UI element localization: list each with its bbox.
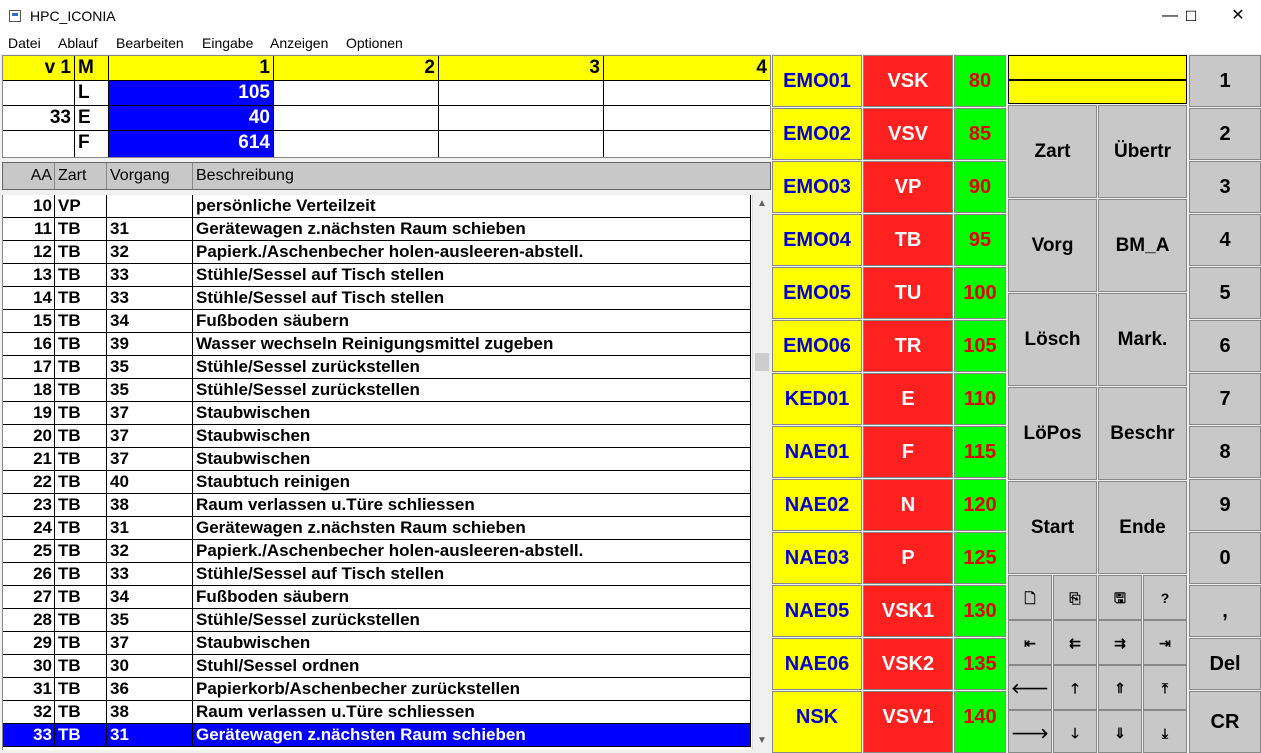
- cell-vorgang: 38: [107, 494, 193, 517]
- up-icon[interactable]: 🡑: [1053, 665, 1097, 710]
- cell-zart: TB: [55, 218, 107, 241]
- cell-aa: 16: [3, 333, 55, 356]
- numpad-key[interactable]: 3: [1189, 161, 1261, 213]
- code-green-button[interactable]: 105: [954, 320, 1006, 372]
- code-red-button[interactable]: TB: [863, 214, 953, 266]
- numpad-key[interactable]: 5: [1189, 267, 1261, 319]
- count-cell: 33: [3, 106, 75, 131]
- code-green-button[interactable]: 120: [954, 479, 1006, 531]
- code-red-button[interactable]: VSK2: [863, 638, 953, 690]
- menu-bearbeiten[interactable]: Bearbeiten: [116, 35, 184, 51]
- list-header-aa[interactable]: AA: [3, 163, 55, 189]
- cell-aa: 22: [3, 471, 55, 494]
- cell-vorgang: 40: [107, 471, 193, 494]
- table-row[interactable]: [3, 632, 753, 655]
- cell-aa: 33: [3, 724, 55, 747]
- cell-beschreibung: Stuhl/Sessel ordnen: [193, 655, 751, 678]
- cell-vorgang: 33: [107, 264, 193, 287]
- cell-beschreibung: Stühle/Sessel auf Tisch stellen: [193, 287, 751, 310]
- code-red-button[interactable]: VP: [863, 161, 953, 213]
- code-yellow-button[interactable]: EMO05: [772, 267, 862, 319]
- code-red-button[interactable]: TR: [863, 320, 953, 372]
- code-yellow-button[interactable]: EMO06: [772, 320, 862, 372]
- cell-zart: TB: [55, 678, 107, 701]
- numpad-key[interactable]: 2: [1189, 108, 1261, 160]
- cell-zart: TB: [55, 540, 107, 563]
- cell-beschreibung: Papierk./Aschenbecher holen-ausleeren-abstell.: [193, 540, 751, 563]
- code-red-button[interactable]: VSK1: [863, 585, 953, 637]
- list-header-vorgang[interactable]: Vorgang: [107, 163, 193, 189]
- table-row[interactable]: [3, 287, 753, 310]
- code-yellow-button[interactable]: NAE05: [772, 585, 862, 637]
- cell-zart: TB: [55, 425, 107, 448]
- code-red-button[interactable]: N: [863, 479, 953, 531]
- numpad-key[interactable]: ,: [1189, 585, 1261, 637]
- table-row[interactable]: [3, 333, 753, 356]
- numpad-key[interactable]: Del: [1189, 638, 1261, 690]
- table-row[interactable]: [3, 494, 753, 517]
- code-green-button[interactable]: 110: [954, 373, 1006, 425]
- code-green-button[interactable]: 135: [954, 638, 1006, 690]
- cell-beschreibung: Staubtuch reinigen: [193, 471, 751, 494]
- value-e-3[interactable]: [439, 106, 604, 131]
- cell-zart: TB: [55, 402, 107, 425]
- cell-vorgang: 33: [107, 563, 193, 586]
- numpad-key[interactable]: 4: [1189, 214, 1261, 266]
- cell-zart: TB: [55, 563, 107, 586]
- cell-vorgang: 31: [107, 724, 193, 747]
- code-red-button[interactable]: VSV1: [863, 691, 953, 753]
- code-yellow-button[interactable]: NAE06: [772, 638, 862, 690]
- cell-vorgang: 37: [107, 402, 193, 425]
- function-button[interactable]: Lösch: [1008, 293, 1097, 386]
- cell-aa: 15: [3, 310, 55, 333]
- cell-beschreibung: Staubwischen: [193, 448, 751, 471]
- cell-beschreibung: Raum verlassen u.Türe schliessen: [193, 701, 751, 724]
- cell-beschreibung: Stühle/Sessel auf Tisch stellen: [193, 264, 751, 287]
- cell-aa: 12: [3, 241, 55, 264]
- activity-list[interactable]: [2, 195, 752, 750]
- cell-vorgang: 32: [107, 540, 193, 563]
- value-l-4[interactable]: [604, 81, 770, 106]
- cell-aa: 20: [3, 425, 55, 448]
- m-label-e: E: [75, 106, 109, 131]
- cell-vorgang: 38: [107, 701, 193, 724]
- first-icon[interactable]: ⇤: [1008, 620, 1052, 665]
- table-row[interactable]: [3, 264, 753, 287]
- table-row[interactable]: [3, 678, 753, 701]
- scroll-down-icon[interactable]: ▼: [757, 735, 767, 746]
- value-f-1[interactable]: 614: [109, 131, 274, 157]
- code-yellow-button[interactable]: NSK: [772, 691, 862, 753]
- code-green-button[interactable]: 95: [954, 214, 1006, 266]
- code-yellow-button[interactable]: NAE01: [772, 426, 862, 478]
- window-title: HPC_ICONIA: [30, 8, 116, 24]
- code-green-button[interactable]: 115: [954, 426, 1006, 478]
- numpad-key[interactable]: 7: [1189, 373, 1261, 425]
- cell-vorgang: 34: [107, 586, 193, 609]
- code-yellow-button[interactable]: NAE02: [772, 479, 862, 531]
- col-header-3[interactable]: 3: [439, 56, 604, 81]
- cell-beschreibung: Stühle/Sessel zurückstellen: [193, 609, 751, 632]
- save-icon[interactable]: 🖫: [1098, 575, 1142, 620]
- new-doc-icon[interactable]: 🗋: [1008, 575, 1052, 620]
- table-row[interactable]: [3, 402, 753, 425]
- cell-aa: 25: [3, 540, 55, 563]
- cell-beschreibung: Staubwischen: [193, 402, 751, 425]
- cell-aa: 32: [3, 701, 55, 724]
- header-grid: [2, 55, 771, 158]
- table-row[interactable]: [3, 218, 753, 241]
- cell-vorgang: 37: [107, 425, 193, 448]
- cell-beschreibung: Papierkorb/Aschenbecher zurückstellen: [193, 678, 751, 701]
- cell-zart: TB: [55, 609, 107, 632]
- col-header-4[interactable]: 4: [604, 56, 770, 81]
- cell-aa: 10: [3, 195, 55, 218]
- cell-vorgang: 36: [107, 678, 193, 701]
- scroll-up-icon[interactable]: ▲: [757, 198, 767, 209]
- cell-vorgang: 31: [107, 218, 193, 241]
- cell-vorgang: 34: [107, 310, 193, 333]
- menu-datei[interactable]: Datei: [8, 35, 41, 51]
- numpad-key[interactable]: 8: [1189, 426, 1261, 478]
- table-row[interactable]: [3, 540, 753, 563]
- bottom-icon[interactable]: ⤓: [1143, 710, 1187, 753]
- cell-vorgang: 37: [107, 448, 193, 471]
- cell-vorgang: 30: [107, 655, 193, 678]
- last-icon[interactable]: ⇥: [1143, 620, 1187, 665]
- down-fast-icon[interactable]: ⇓: [1098, 710, 1142, 753]
- code-yellow-button[interactable]: EMO04: [772, 214, 862, 266]
- cell-aa: 24: [3, 517, 55, 540]
- code-yellow-button[interactable]: EMO02: [772, 108, 862, 160]
- table-row[interactable]: [3, 425, 753, 448]
- table-row[interactable]: [3, 517, 753, 540]
- code-green-button[interactable]: 90: [954, 161, 1006, 213]
- prev-page-icon[interactable]: ⇇: [1053, 620, 1097, 665]
- menu-bar: [0, 32, 1261, 54]
- row-label-cell: [3, 81, 75, 106]
- menu-optionen[interactable]: Optionen: [346, 35, 403, 51]
- code-yellow-button[interactable]: KED01: [772, 373, 862, 425]
- col-header-2[interactable]: 2: [274, 56, 439, 81]
- numpad-key[interactable]: 0: [1189, 532, 1261, 584]
- code-red-button[interactable]: VSV: [863, 108, 953, 160]
- up-fast-icon[interactable]: ⇑: [1098, 665, 1142, 710]
- cell-aa: 31: [3, 678, 55, 701]
- cell-beschreibung: Staubwischen: [193, 632, 751, 655]
- cell-beschreibung: Gerätewagen z.nächsten Raum schieben: [193, 218, 751, 241]
- cell-zart: TB: [55, 471, 107, 494]
- cell-zart: TB: [55, 724, 107, 747]
- cell-beschreibung: Raum verlassen u.Türe schliessen: [193, 494, 751, 517]
- cell-zart: TB: [55, 448, 107, 471]
- input-display-top[interactable]: [1008, 55, 1187, 80]
- code-red-button[interactable]: VSK: [863, 55, 953, 107]
- cell-beschreibung: Wasser wechseln Reinigungsmittel zugeben: [193, 333, 751, 356]
- value-l-1[interactable]: 105: [109, 81, 274, 106]
- function-button[interactable]: Zart: [1008, 105, 1097, 198]
- cell-aa: 17: [3, 356, 55, 379]
- cell-aa: 28: [3, 609, 55, 632]
- cell-vorgang: [107, 195, 193, 218]
- table-row[interactable]: [3, 563, 753, 586]
- copy-doc-icon[interactable]: ⎘: [1053, 575, 1097, 620]
- function-button[interactable]: Mark.: [1098, 293, 1187, 386]
- function-button[interactable]: Ende: [1098, 481, 1187, 574]
- down-icon[interactable]: 🡓: [1053, 710, 1097, 753]
- cell-vorgang: 35: [107, 356, 193, 379]
- value-e-4[interactable]: [604, 106, 770, 131]
- function-button[interactable]: Übertr: [1098, 105, 1187, 198]
- top-icon[interactable]: ⤒: [1143, 665, 1187, 710]
- cell-vorgang: 35: [107, 379, 193, 402]
- value-f-3[interactable]: [439, 131, 604, 157]
- value-f-2[interactable]: [274, 131, 439, 157]
- code-red-button[interactable]: E: [863, 373, 953, 425]
- right-icon[interactable]: 🡒: [1008, 710, 1052, 753]
- code-yellow-button[interactable]: EMO03: [772, 161, 862, 213]
- table-row[interactable]: [3, 655, 753, 678]
- cell-zart: TB: [55, 241, 107, 264]
- table-row[interactable]: [3, 586, 753, 609]
- cell-beschreibung: Stühle/Sessel auf Tisch stellen: [193, 563, 751, 586]
- empty-cell: [3, 131, 75, 157]
- value-e-2[interactable]: [274, 106, 439, 131]
- table-row[interactable]: [3, 471, 753, 494]
- value-l-2[interactable]: [274, 81, 439, 106]
- code-green-button[interactable]: 85: [954, 108, 1006, 160]
- table-row[interactable]: [3, 241, 753, 264]
- m-label-f: F: [75, 131, 109, 157]
- cell-aa: 30: [3, 655, 55, 678]
- cell-beschreibung: persönliche Verteilzeit: [193, 195, 751, 218]
- code-yellow-button[interactable]: EMO01: [772, 55, 862, 107]
- table-row[interactable]: [3, 310, 753, 333]
- cell-zart: TB: [55, 356, 107, 379]
- app-icon: [9, 10, 21, 22]
- cell-zart: TB: [55, 379, 107, 402]
- cell-aa: 21: [3, 448, 55, 471]
- code-green-button[interactable]: 125: [954, 532, 1006, 584]
- cell-aa: 18: [3, 379, 55, 402]
- code-yellow-button[interactable]: NAE03: [772, 532, 862, 584]
- cell-vorgang: 33: [107, 287, 193, 310]
- menu-anzeigen[interactable]: Anzeigen: [270, 35, 329, 51]
- table-row[interactable]: [3, 448, 753, 471]
- cell-beschreibung: Stühle/Sessel zurückstellen: [193, 356, 751, 379]
- version-cell: v 1: [3, 56, 75, 81]
- cell-aa: 19: [3, 402, 55, 425]
- value-f-4[interactable]: [604, 131, 770, 157]
- help-button[interactable]: ?: [1143, 575, 1187, 620]
- cell-aa: 14: [3, 287, 55, 310]
- menu-ablauf[interactable]: Ablauf: [58, 35, 98, 51]
- value-l-3[interactable]: [439, 81, 604, 106]
- cell-zart: TB: [55, 701, 107, 724]
- cell-aa: 27: [3, 586, 55, 609]
- numpad-key[interactable]: 6: [1189, 320, 1261, 372]
- code-green-button[interactable]: 130: [954, 585, 1006, 637]
- function-button[interactable]: Vorg: [1008, 199, 1097, 292]
- col-header-1[interactable]: 1: [109, 56, 274, 81]
- close-button[interactable]: ✕: [1231, 7, 1245, 24]
- function-button[interactable]: Start: [1008, 481, 1097, 574]
- table-row[interactable]: [3, 724, 753, 747]
- cell-vorgang: 37: [107, 632, 193, 655]
- cell-beschreibung: Fußboden säubern: [193, 586, 751, 609]
- cell-zart: TB: [55, 287, 107, 310]
- numpad-key[interactable]: 9: [1189, 479, 1261, 531]
- cell-zart: TB: [55, 333, 107, 356]
- table-row[interactable]: [3, 701, 753, 724]
- table-row[interactable]: [3, 356, 753, 379]
- cell-vorgang: 32: [107, 241, 193, 264]
- function-button[interactable]: BM_A: [1098, 199, 1187, 292]
- cell-beschreibung: Papierk./Aschenbecher holen-ausleeren-abstell.: [193, 241, 751, 264]
- function-button[interactable]: LöPos: [1008, 387, 1097, 480]
- cell-vorgang: 39: [107, 333, 193, 356]
- input-display-bottom[interactable]: [1008, 80, 1187, 104]
- cell-vorgang: 35: [107, 609, 193, 632]
- code-green-button[interactable]: 80: [954, 55, 1006, 107]
- code-red-button[interactable]: F: [863, 426, 953, 478]
- list-header-zart[interactable]: Zart: [55, 163, 107, 189]
- code-red-button[interactable]: TU: [863, 267, 953, 319]
- cell-zart: VP: [55, 195, 107, 218]
- value-e-1[interactable]: 40: [109, 106, 274, 131]
- table-row[interactable]: [3, 609, 753, 632]
- code-green-button[interactable]: 100: [954, 267, 1006, 319]
- function-button[interactable]: Beschr: [1098, 387, 1187, 480]
- cell-aa: 23: [3, 494, 55, 517]
- title-bar: [0, 0, 1261, 32]
- table-row[interactable]: [3, 379, 753, 402]
- m-header: M: [75, 56, 109, 81]
- cell-zart: TB: [55, 494, 107, 517]
- cell-beschreibung: Gerätewagen z.nächsten Raum schieben: [193, 724, 751, 747]
- cell-zart: TB: [55, 655, 107, 678]
- list-header: [2, 162, 771, 190]
- cell-zart: TB: [55, 586, 107, 609]
- code-red-button[interactable]: P: [863, 532, 953, 584]
- cell-aa: 29: [3, 632, 55, 655]
- cell-beschreibung: Fußboden säubern: [193, 310, 751, 333]
- cell-aa: 13: [3, 264, 55, 287]
- list-header-beschreibung[interactable]: Beschreibung: [196, 167, 294, 184]
- next-page-icon[interactable]: ⇉: [1098, 620, 1142, 665]
- table-row[interactable]: [3, 195, 753, 218]
- maximize-button[interactable]: ☐: [1184, 8, 1198, 24]
- list-scrollbar[interactable]: [752, 195, 770, 750]
- cell-zart: TB: [55, 517, 107, 540]
- cell-zart: TB: [55, 310, 107, 333]
- cell-vorgang: 31: [107, 517, 193, 540]
- code-green-button[interactable]: 140: [954, 691, 1006, 753]
- cell-aa: 11: [3, 218, 55, 241]
- cell-beschreibung: Stühle/Sessel zurückstellen: [193, 379, 751, 402]
- numpad-key[interactable]: CR: [1189, 691, 1261, 753]
- scroll-thumb[interactable]: [755, 353, 769, 371]
- cell-zart: TB: [55, 264, 107, 287]
- menu-eingabe[interactable]: Eingabe: [202, 35, 254, 51]
- cell-beschreibung: Staubwischen: [193, 425, 751, 448]
- m-label-l: L: [75, 81, 109, 106]
- left-icon[interactable]: 🡐: [1008, 665, 1052, 710]
- numpad-key[interactable]: 1: [1189, 55, 1261, 107]
- cell-aa: 26: [3, 563, 55, 586]
- minimize-button[interactable]: —: [1162, 7, 1178, 24]
- cell-beschreibung: Gerätewagen z.nächsten Raum schieben: [193, 517, 751, 540]
- cell-zart: TB: [55, 632, 107, 655]
